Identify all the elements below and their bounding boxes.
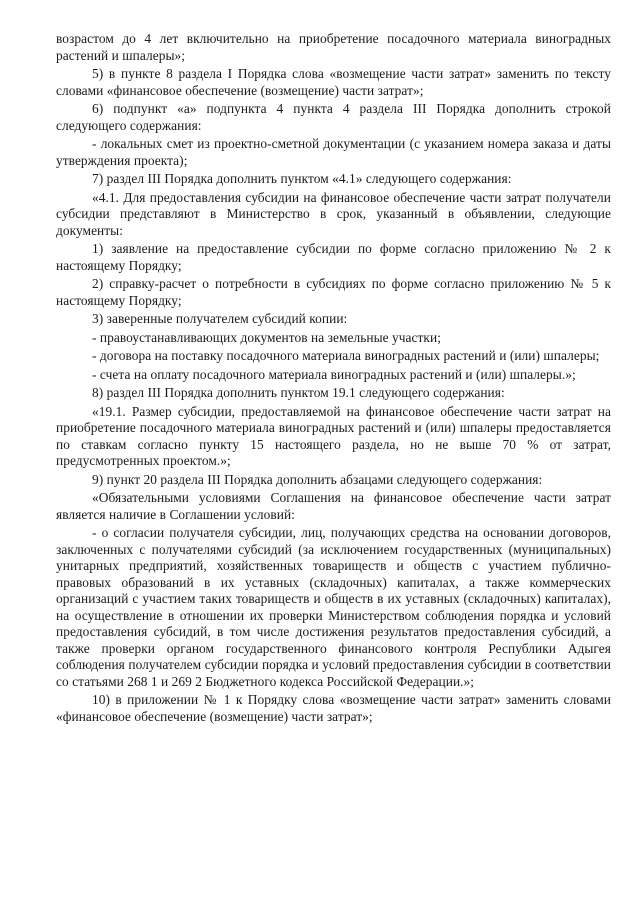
paragraph-dash-invoices: - счета на оплату посадочного материала виноградных растений и (или) шпалеры.»; <box>92 366 576 382</box>
paragraph-item-6-dash: - локальных смет из проектно-сметной документации (с указанием номера заказа и даты утверждения проекта); <box>56 136 611 168</box>
paragraph-clause-4-1-item-3: 3) заверенные получателем субсидий копии: <box>92 311 348 326</box>
paragraph-agreement-conditions: «Обязательными условиями Соглашения на финансовое обеспечение части затрат является наличие в Соглашении условий: <box>56 490 611 522</box>
paragraph-item-10: 10) в приложении № 1 к Порядку слова «возмещение части затрат» заменить словами «финансовое обеспечение (возмещение) части затрат»; <box>56 692 611 724</box>
paragraph-clause-4-1: «4.1. Для предоставления субсидии на финансовое обеспечение части затрат получатели субсидии представляют в Министерство в срок, указанный в объявлении, следующие документы: <box>56 189 611 238</box>
paragraph-item-8: 8) раздел III Порядка дополнить пунктом 19.1 следующего содержания: <box>92 385 505 400</box>
document-page <box>56 31 611 725</box>
paragraph-dash-land-docs: - правоустанавливающих документов на земельные участки; <box>92 329 441 345</box>
paragraph-item-9: 9) пункт 20 раздела III Порядка дополнить абзацами следующего содержания: <box>92 471 543 487</box>
paragraph-dash-consent: - о согласии получателя субсидии, лиц, получающих средства на основании договоров, заключенных с получателями субсидий (за исключением государственных (муниципальных) унитарных предприятий, хозяйственных товариществ и обществ с участием публично-правовых образований в их уставных (складочных) капиталах, а также коммерческих организаций с участием таких товариществ и обществ в их уставных (складочных) капиталах), на осуществление в отношении их проверки Министерством соблюдения порядка и условий предоставления субсидий, в том числе достижения результатов предоставления субсидий, а также проверки органом государственного финансового контроля Республики Адыгея соблюдения получателем субсидии порядка и условий предоставления субсидии в соответствии со статьями 268 1 и 269 2 Бюджетного кодекса Российской Федерации.»; <box>56 525 611 689</box>
paragraph-clause-4-1-item-2: 2) справку-расчет о потребности в субсидиях по форме согласно приложению № 5 к настоящему Порядку; <box>56 276 611 308</box>
paragraph-clause-19-1: «19.1. Размер субсидии, предоставляемой на финансовое обеспечение части затрат на приобретение посадочного материала виноградных растений и (или) шпалеры предоставляется по ставкам согласно пункту 15 настоящего раздела, но не выше 70 % от затрат, предусмотренных проектом.»; <box>56 403 611 468</box>
paragraph-continuation: возрастом до 4 лет включительно на приобретение посадочного материала виноградных растений и шпалеры»; <box>56 31 611 63</box>
paragraph-dash-supply-contract: - договора на поставку посадочного материала виноградных растений и (или) шпалеры; <box>92 348 600 363</box>
paragraph-item-6: 6) подпункт «а» подпункта 4 пункта 4 раздела III Порядка дополнить строкой следующего содержания: <box>56 101 611 133</box>
paragraph-clause-4-1-item-1: 1) заявление на предоставление субсидии по форме согласно приложению № 2 к настоящему Порядку; <box>56 241 611 273</box>
paragraph-item-5: 5) в пункте 8 раздела I Порядка слова «возмещение части затрат» заменить по тексту словами «финансовое обеспечение (возмещение) части затрат»; <box>56 66 611 98</box>
paragraph-item-7: 7) раздел III Порядка дополнить пунктом «4.1» следующего содержания: <box>92 171 512 186</box>
